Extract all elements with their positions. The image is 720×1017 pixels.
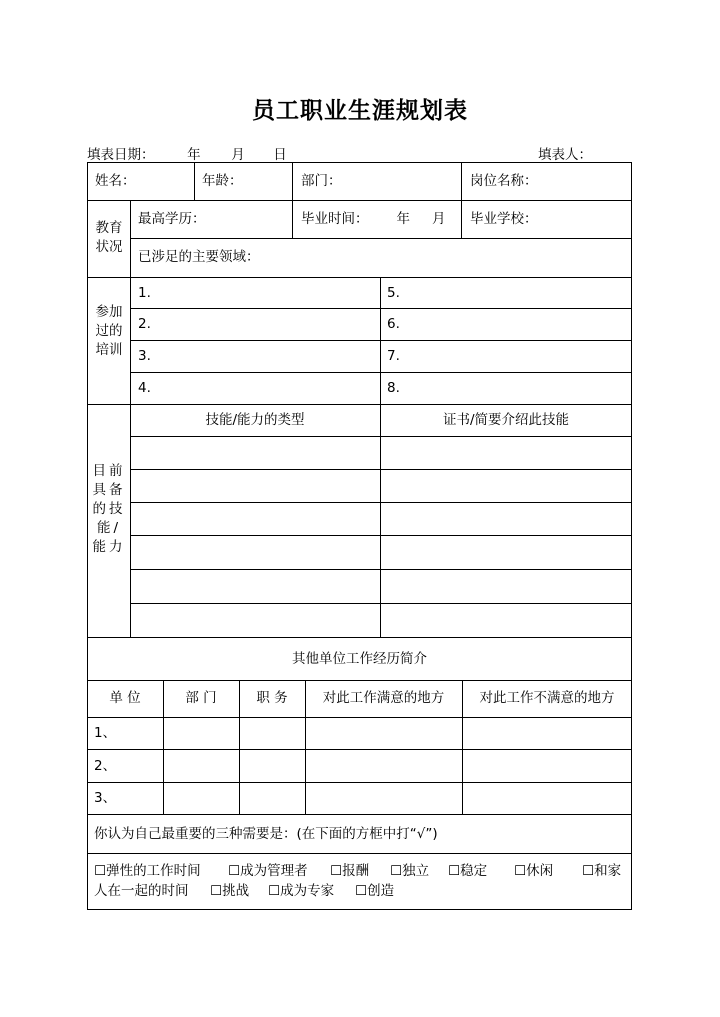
age-field[interactable]: 年龄： bbox=[202, 173, 243, 189]
school-field[interactable]: 毕业学校： bbox=[470, 211, 538, 227]
graduation-year-label: 年 bbox=[396, 211, 410, 227]
work-header-unit: 单 位 bbox=[109, 690, 141, 706]
skills-type-header: 技能/能力的类型 bbox=[205, 412, 305, 428]
skills-cert-header: 证书/简要介绍此技能 bbox=[442, 412, 570, 428]
needs-option[interactable]: ☐休闲 bbox=[514, 863, 554, 879]
work-header-unsatisfied: 对此工作不满意的地方 bbox=[479, 690, 615, 706]
fill-date-label: 填表日期： bbox=[87, 147, 155, 163]
fill-date bbox=[87, 143, 287, 163]
training-item[interactable]: 8. bbox=[387, 380, 400, 396]
fields-field[interactable]: 已涉足的主要领域： bbox=[138, 249, 260, 265]
graduation-time-label: 毕业时间： bbox=[301, 211, 369, 227]
name-field[interactable]: 姓名： bbox=[95, 173, 136, 189]
needs-option[interactable]: ☐独立 bbox=[390, 863, 430, 879]
work-row-number: 2、 bbox=[94, 758, 117, 774]
training-item[interactable]: 5. bbox=[387, 285, 400, 301]
training-item[interactable]: 2. bbox=[138, 316, 151, 332]
filler-label: 填表人： bbox=[538, 147, 592, 163]
needs-option[interactable]: ☐挑战 bbox=[210, 883, 250, 899]
needs-option[interactable]: ☐弹性的工作时间 bbox=[94, 863, 201, 879]
day-label: 日 bbox=[273, 147, 287, 163]
education-label: 教育状况 bbox=[95, 220, 123, 255]
work-row-number: 1、 bbox=[94, 725, 117, 741]
highest-degree-field[interactable]: 最高学历： bbox=[138, 211, 206, 227]
work-header-satisfied: 对此工作满意的地方 bbox=[322, 690, 445, 706]
training-item[interactable]: 6. bbox=[387, 316, 400, 332]
needs-option[interactable]: ☐和家 bbox=[582, 863, 622, 879]
position-field[interactable]: 岗位名称： bbox=[470, 173, 538, 189]
training-item[interactable]: 3. bbox=[138, 348, 151, 364]
work-section-title: 其他单位工作经历简介 bbox=[292, 651, 427, 667]
needs-option[interactable]: ☐成为管理者 bbox=[228, 863, 308, 879]
needs-question: 你认为自己最重要的三种需要是：(在下面的方框中打“√”) bbox=[94, 826, 438, 842]
needs-option[interactable]: ☐报酬 bbox=[330, 863, 370, 879]
needs-option[interactable]: ☐创造 bbox=[355, 883, 395, 899]
training-item[interactable]: 7. bbox=[387, 348, 400, 364]
needs-option[interactable]: ☐稳定 bbox=[448, 863, 488, 879]
month-label: 月 bbox=[231, 147, 245, 163]
needs-option[interactable]: ☐成为专家 bbox=[268, 883, 335, 899]
graduation-month-label: 月 bbox=[432, 211, 446, 227]
training-item[interactable]: 4. bbox=[138, 380, 151, 396]
training-item[interactable]: 1. bbox=[138, 285, 151, 301]
department-field[interactable]: 部门： bbox=[301, 173, 342, 189]
work-header-dept: 部 门 bbox=[185, 690, 217, 706]
needs-option-continued: 人在一起的时间 bbox=[94, 883, 189, 899]
form-table bbox=[87, 162, 632, 910]
work-row-number: 3、 bbox=[94, 790, 117, 806]
training-label: 参加过的培训 bbox=[95, 304, 123, 358]
year-label: 年 bbox=[187, 147, 201, 163]
work-header-title: 职 务 bbox=[256, 690, 288, 706]
page-title: 员工职业生涯规划表 bbox=[252, 97, 468, 124]
skills-label: 目前具备的技能/能力 bbox=[92, 463, 126, 555]
graduation-time-field[interactable] bbox=[301, 210, 446, 228]
